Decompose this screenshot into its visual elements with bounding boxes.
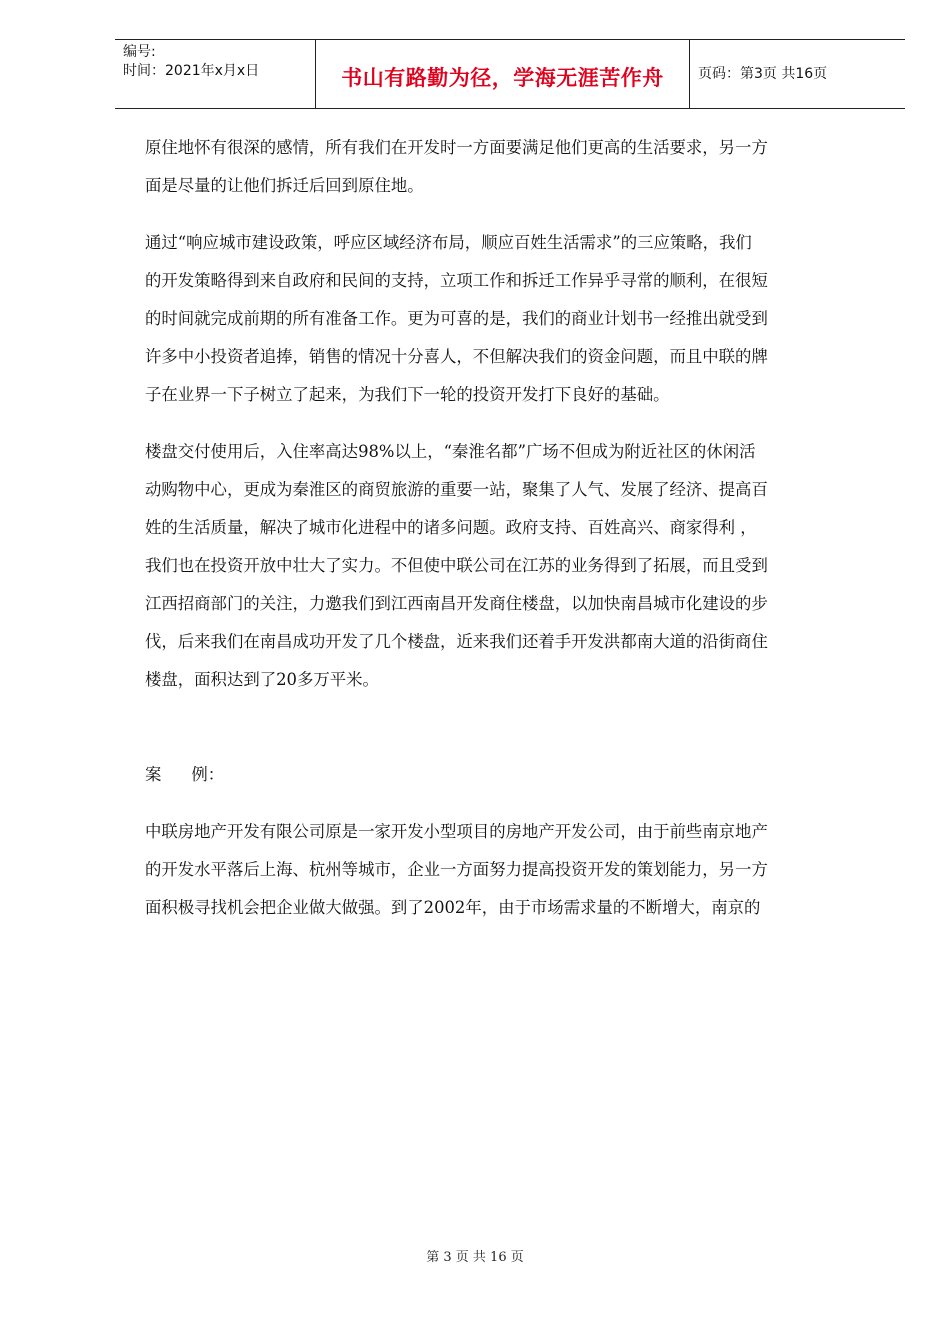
section-spacer (145, 699, 875, 756)
header-page-cell (690, 40, 905, 108)
text-line: 子在业界一下子树立了起来，为我们下一轮的投资开发打下良好的基础。 (145, 385, 670, 404)
text-line: 原住地怀有很深的感情，所有我们在开发时一方面要满足他们更高的生活要求，另一方 (145, 138, 768, 157)
text-line: 中联房地产开发有限公司原是一家开发小型项目的房地产开发公司，由于前些南京地产 (145, 822, 768, 841)
paragraph-2 (145, 224, 875, 414)
text-line: 姓的生活质量，解决了城市化进程中的诸多问题。政府支持、百姓高兴、商家得利 ， (145, 518, 757, 537)
document-body (145, 129, 875, 927)
paragraph-4 (145, 813, 875, 927)
text-line: 我们也在投资开放中壮大了实力。不但使中联公司在江苏的业务得到了拓展，而且受到 (145, 556, 768, 575)
text-line: 面积极寻找机会把企业做大做强。到了2002年，由于市场需求量的不断增大，南京的 (145, 898, 761, 917)
header-motto-cell (316, 40, 690, 108)
text-line: 楼盘交付使用后，入住率高达98%以上，“秦淮名都”广场不但成为附近社区的休闲活 (145, 442, 756, 461)
text-line: 的开发水平落后上海、杭州等城市，企业一方面努力提高投资开发的策划能力，另一方 (145, 860, 768, 879)
text-line: 楼盘，面积达到了20多万平米。 (145, 670, 379, 689)
document-time-label: 时间：2021年x月x日 (123, 63, 260, 79)
text-line: 面是尽量的让他们拆迁后回到原住地。 (145, 176, 424, 195)
text-line: 伐，后来我们在南昌成功开发了几个楼盘，近来我们还着手开发洪都南大道的沿街商住 (145, 632, 768, 651)
text-line: 江西招商部门的关注，力邀我们到江西南昌开发商住楼盘，以加快南昌城市化建设的步 (145, 594, 768, 613)
header-meta-cell (115, 40, 316, 108)
text-line: 的开发策略得到来自政府和民间的支持，立项工作和拆迁工作异乎寻常的顺利，在很短 (145, 271, 768, 290)
paragraph-3 (145, 433, 875, 699)
page-header (115, 39, 905, 109)
page-footer: 第 3 页 共 16 页 (426, 1250, 524, 1265)
text-line: 的时间就完成前期的所有准备工作。更为可喜的是，我们的商业计划书一经推出就受到 (145, 309, 768, 328)
header-page-info: 页码：第3页 共16页 (698, 66, 828, 82)
text-line: 通过“响应城市建设政策，呼应区域经济布局，顺应百姓生活需求”的三应策略，我们 (145, 233, 752, 252)
case-heading (145, 756, 875, 794)
text-line: 许多中小投资者追捧，销售的情况十分喜人，不但解决我们的资金问题，而且中联的牌 (145, 347, 768, 366)
case-heading-char: 案 (145, 765, 162, 784)
case-heading-char: 例： (191, 765, 225, 784)
document-id-label: 编号: (123, 44, 156, 60)
header-motto: 书山有路勤为径，学海无涯苦作舟 (341, 66, 664, 90)
text-line: 动购物中心，更成为秦淮区的商贸旅游的重要一站，聚集了人气、发展了经济、提高百 (145, 480, 768, 499)
paragraph-1 (145, 129, 875, 205)
